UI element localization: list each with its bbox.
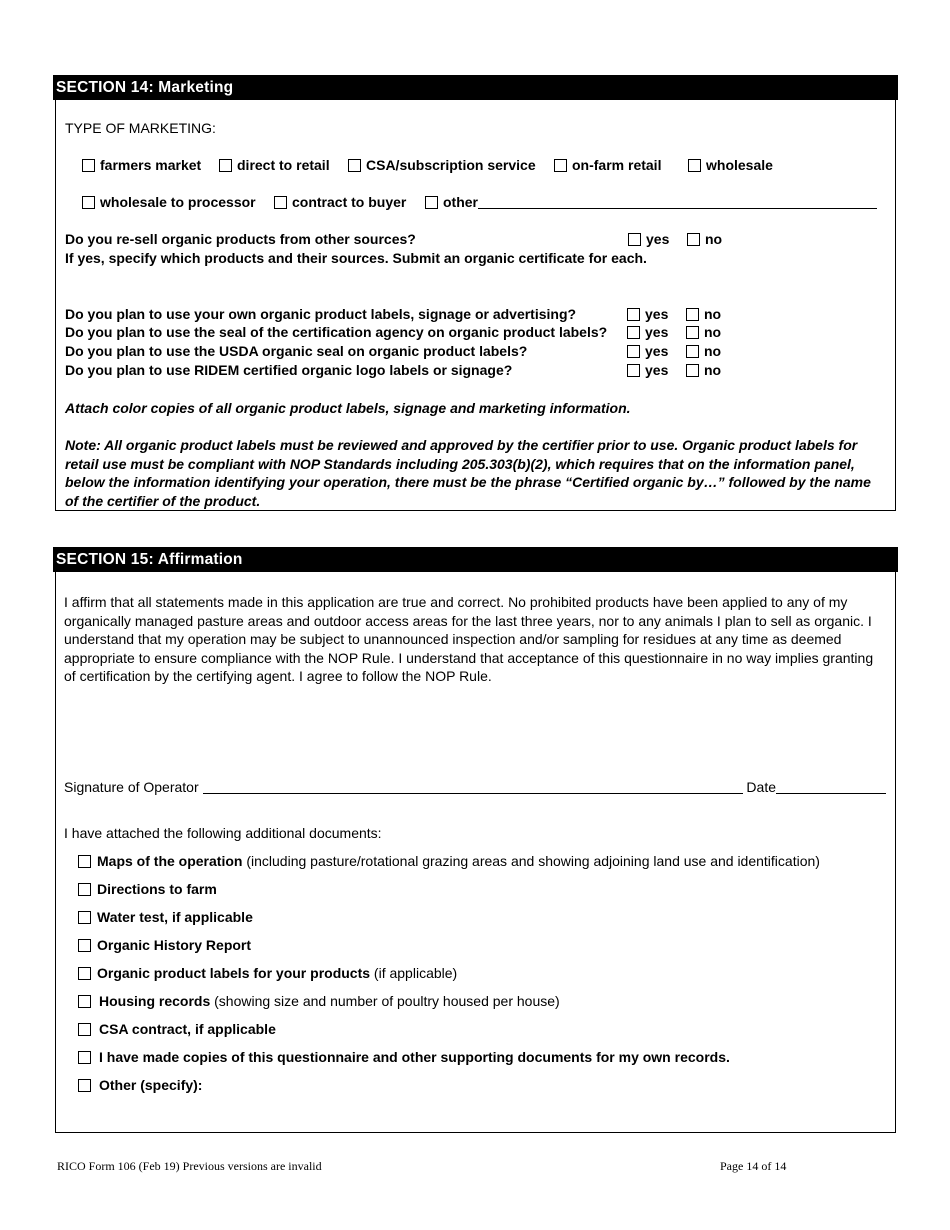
- doc-item-maps[interactable]: Maps of the operation (including pasture/rotational grazing areas and showing adjoining land use and identification): [78, 853, 820, 869]
- agency-seal-no[interactable]: no: [686, 324, 721, 340]
- affirmation-text: I affirm that all statements made in this application are true and correct. No prohibited products have been applied to any of my organically managed pasture areas and outdoor access areas for the last three years, nor to any animals I plan to sell as organic. I understand that my operation may be subject to unannounced inspection and/or sampling for residues at any time as deemed appropriate to ensure compliance with the NOP Rule. I understand that acceptance of this questionnaire in no way implies granting of certification by the certifying agent. I agree to follow the NOP Rule.: [64, 594, 874, 685]
- signature-line[interactable]: [203, 793, 743, 794]
- checkbox[interactable]: [78, 1079, 91, 1092]
- checkbox[interactable]: [686, 364, 699, 377]
- checkbox[interactable]: [686, 308, 699, 321]
- own-labels-yes[interactable]: yes: [627, 306, 668, 322]
- doc-item-copies[interactable]: I have made copies of this questionnaire and other supporting documents for my own records.: [78, 1049, 730, 1065]
- checkbox[interactable]: [78, 939, 91, 952]
- doc-item-water-test[interactable]: Water test, if applicable: [78, 909, 253, 925]
- question-ridem-logo: Do you plan to use RIDEM certified organic logo labels or signage?: [65, 362, 513, 378]
- option-wholesale[interactable]: wholesale: [688, 157, 773, 173]
- attached-documents-label: I have attached the following additional documents:: [64, 825, 382, 841]
- checkbox[interactable]: [687, 233, 700, 246]
- label-compliance-note: Note: All organic product labels must be reviewed and approved by the certifier prior to use. Organic product labels for retail use must be compliant with NOP Standards including 205.303(b)(2), which requires that on the information panel, below the information identifying your operation, there must be the phrase “Certified organic by…” followed by the name of the certifier of the product.: [65, 437, 871, 509]
- attach-labels-note: Attach color copies of all organic product labels, signage and marketing information.: [65, 400, 631, 416]
- checkbox[interactable]: [82, 196, 95, 209]
- checkbox[interactable]: [78, 911, 91, 924]
- doc-item-directions[interactable]: Directions to farm: [78, 881, 217, 897]
- resell-question: Do you re-sell organic products from other sources?: [65, 231, 416, 247]
- checkbox[interactable]: [627, 364, 640, 377]
- checkbox[interactable]: [686, 326, 699, 339]
- resell-no[interactable]: no: [687, 231, 722, 247]
- checkbox[interactable]: [78, 967, 91, 980]
- checkbox[interactable]: [686, 345, 699, 358]
- option-csa-subscription[interactable]: CSA/subscription service: [348, 157, 536, 173]
- date-label: Date: [746, 779, 776, 795]
- option-on-farm-retail[interactable]: on-farm retail: [554, 157, 661, 173]
- checkbox[interactable]: [78, 1023, 91, 1036]
- checkbox[interactable]: [348, 159, 361, 172]
- checkbox[interactable]: [688, 159, 701, 172]
- resell-followup: If yes, specify which products and their sources. Submit an organic certificate for each.: [65, 250, 647, 266]
- checkbox[interactable]: [219, 159, 232, 172]
- section-14-header: SECTION 14: Marketing: [53, 75, 898, 100]
- doc-item-organic-history[interactable]: Organic History Report: [78, 937, 251, 953]
- doc-item-housing-records[interactable]: Housing records (showing size and number of poultry housed per house): [78, 993, 560, 1009]
- resell-yes[interactable]: yes: [628, 231, 669, 247]
- footer-form-id: RICO Form 106 (Feb 19) Previous versions are invalid: [57, 1159, 322, 1173]
- usda-seal-no[interactable]: no: [686, 343, 721, 359]
- usda-seal-yes[interactable]: yes: [627, 343, 668, 359]
- checkbox[interactable]: [425, 196, 438, 209]
- option-other[interactable]: other: [425, 194, 877, 210]
- checkbox[interactable]: [554, 159, 567, 172]
- doc-item-csa-contract[interactable]: CSA contract, if applicable: [78, 1021, 276, 1037]
- doc-item-other[interactable]: Other (specify):: [78, 1077, 202, 1093]
- footer-page-number: Page 14 of 14: [720, 1159, 787, 1173]
- ridem-logo-yes[interactable]: yes: [627, 362, 668, 378]
- option-farmers-market[interactable]: farmers market: [82, 157, 201, 173]
- signature-row: [64, 779, 886, 795]
- question-own-labels: Do you plan to use your own organic product labels, signage or advertising?: [65, 306, 577, 322]
- checkbox[interactable]: [627, 345, 640, 358]
- checkbox[interactable]: [78, 855, 91, 868]
- own-labels-no[interactable]: no: [686, 306, 721, 322]
- checkbox[interactable]: [628, 233, 641, 246]
- other-fill-line[interactable]: [478, 208, 877, 209]
- checkbox[interactable]: [274, 196, 287, 209]
- option-direct-to-retail[interactable]: direct to retail: [219, 157, 330, 173]
- option-contract-to-buyer[interactable]: contract to buyer: [274, 194, 406, 210]
- section-15-header: SECTION 15: Affirmation: [53, 547, 898, 572]
- doc-item-product-labels[interactable]: Organic product labels for your products (if applicable): [78, 965, 457, 981]
- checkbox[interactable]: [78, 1051, 91, 1064]
- agency-seal-yes[interactable]: yes: [627, 324, 668, 340]
- date-line[interactable]: [776, 793, 886, 794]
- option-wholesale-to-processor[interactable]: wholesale to processor: [82, 194, 256, 210]
- checkbox[interactable]: [78, 883, 91, 896]
- type-of-marketing-label: TYPE OF MARKETING:: [65, 120, 216, 136]
- checkbox[interactable]: [82, 159, 95, 172]
- ridem-logo-no[interactable]: no: [686, 362, 721, 378]
- question-usda-seal: Do you plan to use the USDA organic seal on organic product labels?: [65, 343, 528, 359]
- checkbox[interactable]: [627, 308, 640, 321]
- checkbox[interactable]: [627, 326, 640, 339]
- question-agency-seal: Do you plan to use the seal of the certification agency on organic product labels?: [65, 324, 608, 340]
- checkbox[interactable]: [78, 995, 91, 1008]
- signature-label: Signature of Operator: [64, 779, 199, 795]
